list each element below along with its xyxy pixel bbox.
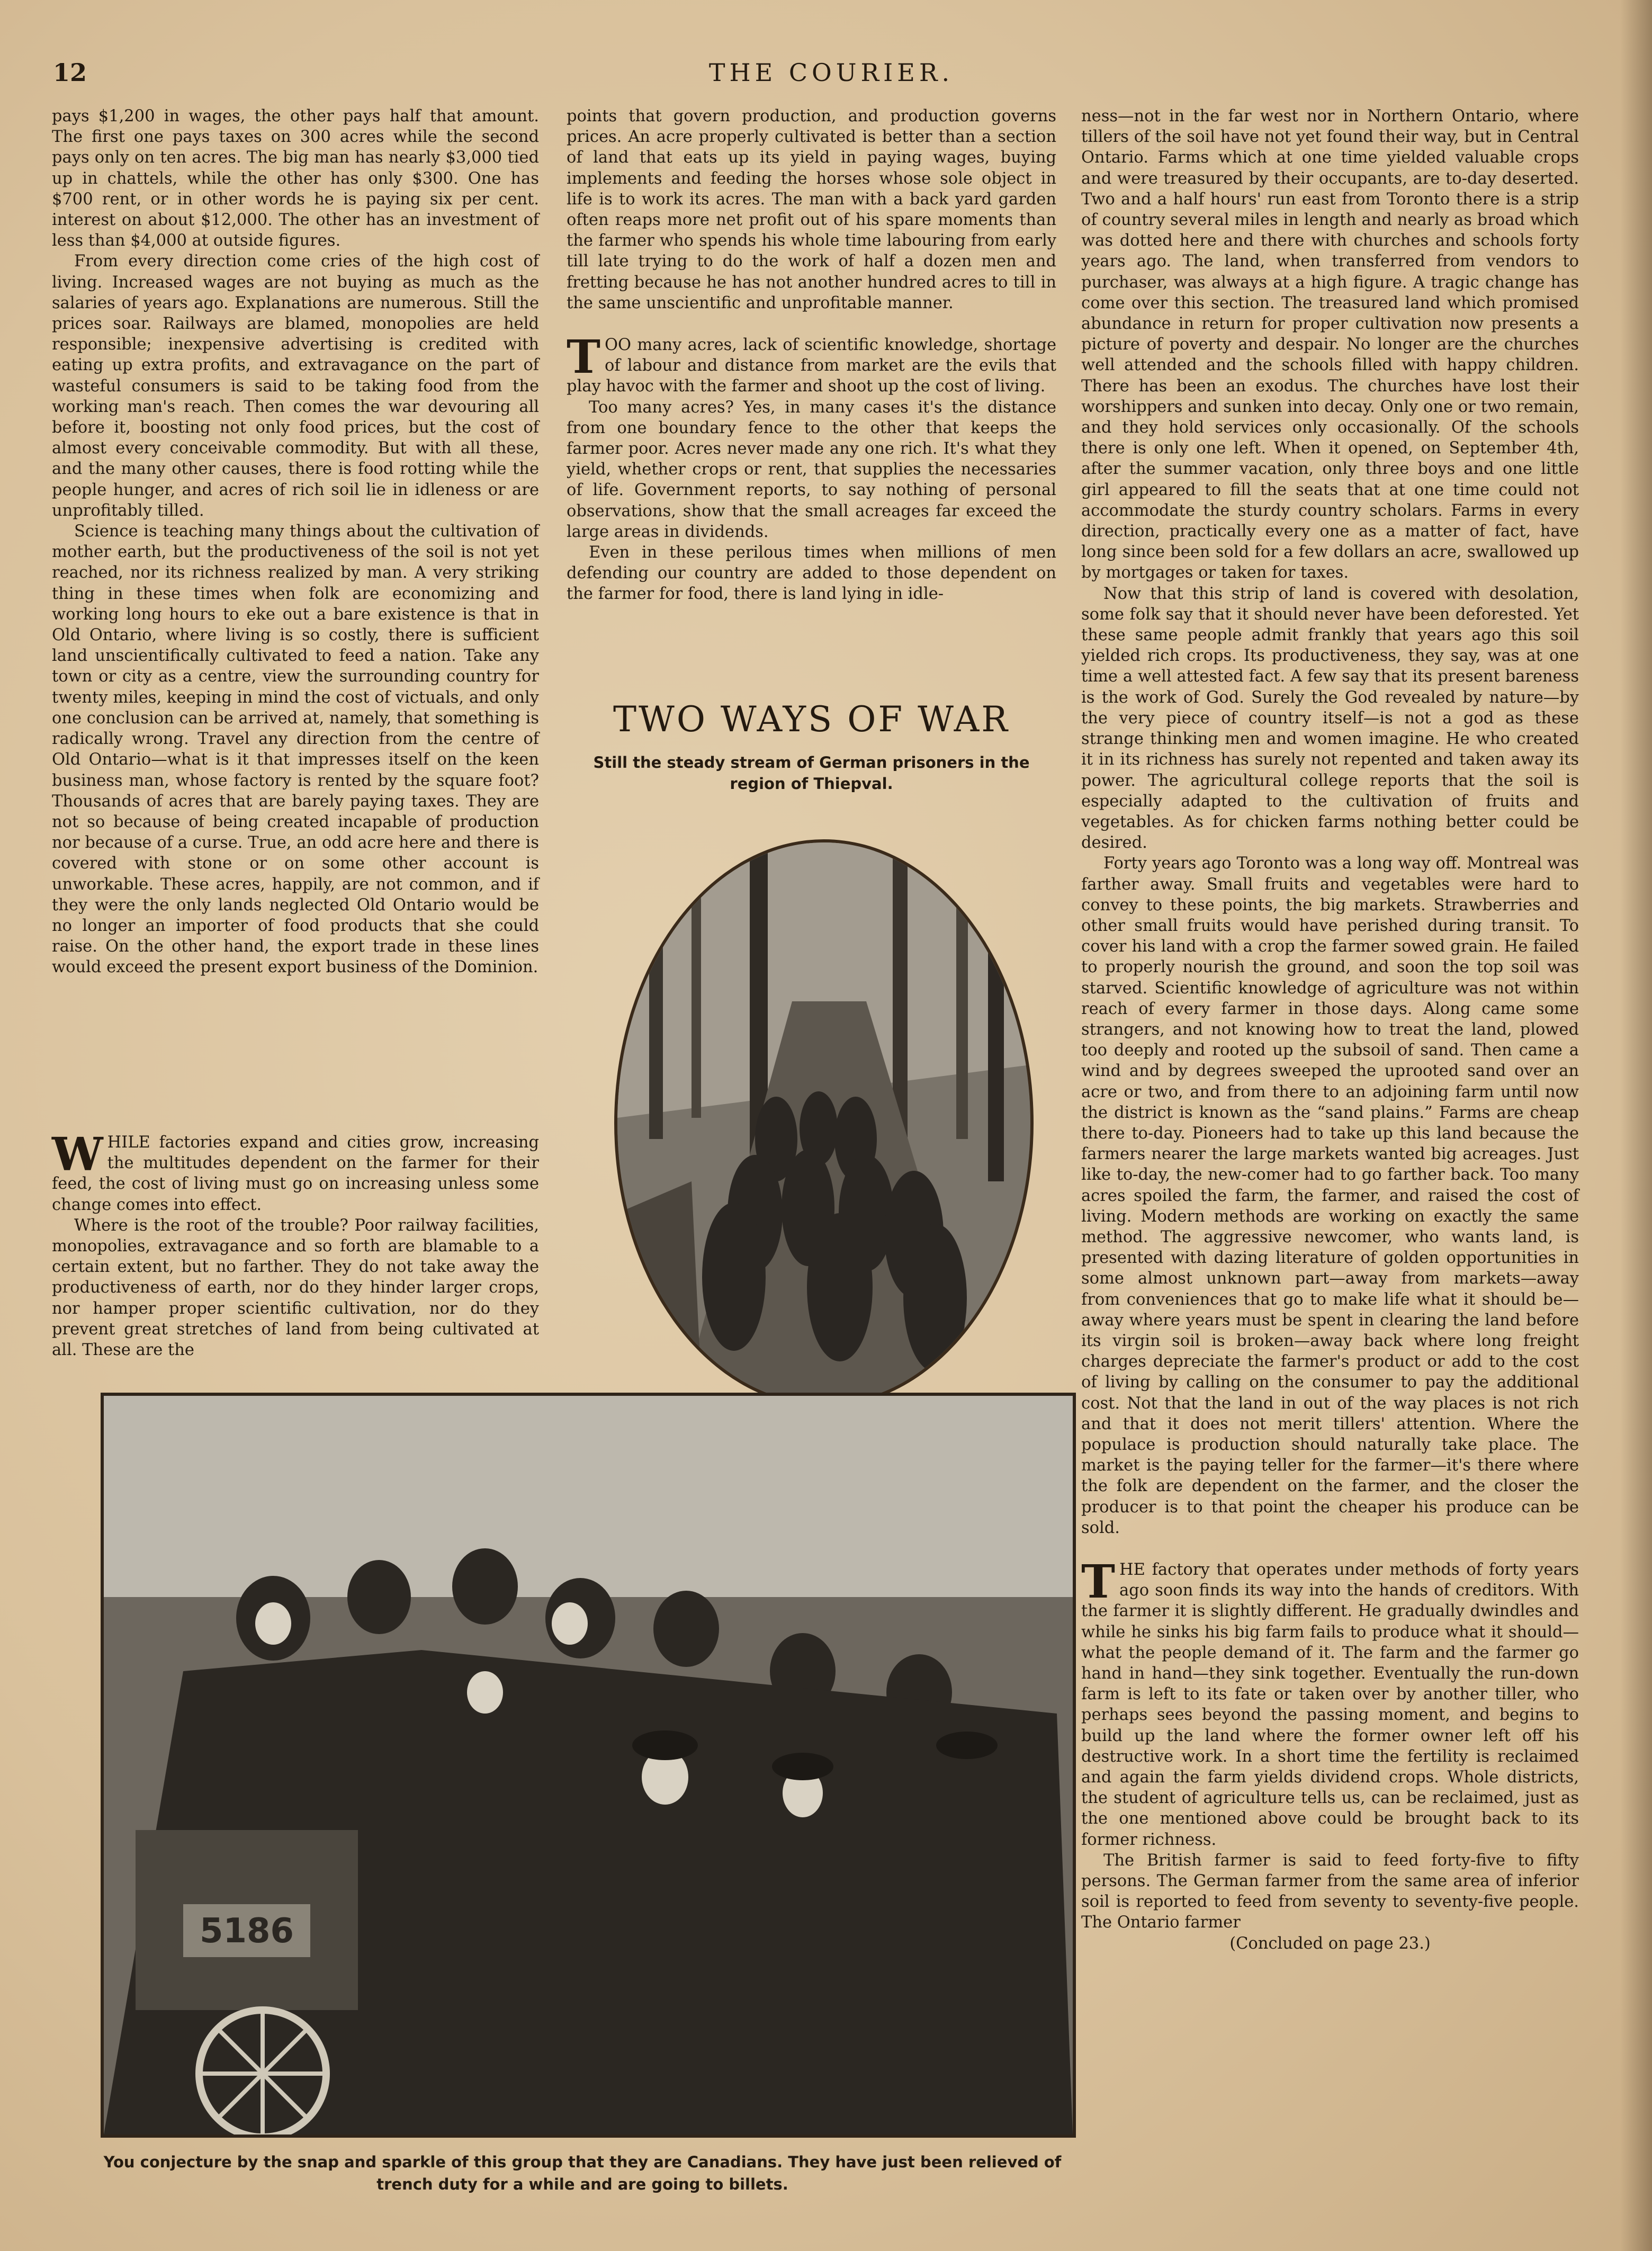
publication-title: THE COURIER. — [708, 58, 954, 87]
paragraph-text: HE factory that operates under methods of forty years ago soon finds its way into the hands of creditors. With the farmer it is slightly different. He gradually dwindles and while he sinks his big farm fails to produce what it should—what the people demand of it. The farm and the farmer go hand in hand—they sink together. Eventually the run-down farm is left to its fate or taken over by another tiller, who perhaps sees beyond the passing moment, and begins to build up the land where the former owner left off his destructive work. In a short time the fertility is reclaimed and again the farm yields dividend crops. Whole districts, the student of agriculture tells us, can be reclaimed, just as the one mentioned above could be brought back to its former richness. — [1081, 1561, 1579, 1849]
paragraph: ness—not in the far west nor in Northern Ontario, where tillers of the soil have not yet found their way, but in Central Ontario. Farms which at one time yielded valuable crops and were treasured by their occupants, are to-day deserted. Two and a half hours' run east from Toronto there is a strip of country several miles in length and nearly as broad which was dotted here and there with churches and schools forty years ago. The land, when transferred from vendors to purchaser, was always at a high figure. A tragic change has come over this section. The treasured land which promised abundance in return for proper cultivation now presents a picture of poverty and despair. No longer are the churches well attended and the schools filled with happy children. There has been an exodus. The churches have lost their worshippers and sunken into decay. Only one or two remain, and they hold services only occasionally. Of the schools there is only one left. When it opened, on September 4th, after the summer vacation, only three boys and one little girl appeared to fill the seats that at one time could not accommodate the sturdy country scholars. Farms in every direction, practically every one as a matter of fact, have long since been sold for a few dollars an acre, swallowed up by mortgages or taken for taxes. — [1081, 107, 1579, 582]
paragraph-text: HILE factories expand and cities grow, increasing the multitudes dependent on the farmer for their feed, the cost of living must go on increasing unless some change comes into effect. — [52, 1133, 539, 1214]
column-3 — [1081, 106, 1579, 1954]
page-number: 12 — [53, 58, 87, 87]
paragraph: Science is teaching many things about the cultivation of mother earth, but the productiveness of the soil is not yet reached, nor its richness realized by man. A very striking thing in these times when folk are economizing and working long hours to eke out a bare existence is that in Old Ontario, where living is so costly, there is sufficient land unscientifically cultivated to feed a nation. Take any town or city as a centre, view the surrounding country for twenty miles, keeping in mind the cost of victuals, and only one conclusion can be arrived at, namely, that something is radically wrong. Travel any direction from the centre of Old Ontario—what is it that impresses itself on the keen business man, whose factory is rented by the square foot? Thousands of acres that are barely paying taxes. They are not so because of being created incapable of production nor because of a curse. True, an odd acre here and there is covered with stone or on some other account is unworkable. These acres, happily, are not common, and if they were the only lands neglected Old Ontario would be no longer an importer of food products that she could raise. On the other hand, the export trade in these lines would exceed the present export business of the Dominion. — [52, 522, 539, 977]
continuation-note: (Concluded on page 23.) — [1229, 1934, 1431, 1953]
canadian-soldiers-photo — [101, 1393, 1076, 2138]
column-1 — [52, 106, 539, 978]
column-1-section — [52, 1128, 539, 1360]
page-gutter-shadow — [1620, 0, 1652, 2251]
drop-cap: T — [1081, 1555, 1115, 1609]
page-header — [0, 58, 1652, 95]
paragraph: The British farmer is said to feed forty-five to fifty persons. The German farmer from the same area of inferior soil is reported to feed from seventy to seventy-five people. The Ontario farmer — [1081, 1851, 1579, 1932]
paragraph: Even in these perilous times when millions of men defending our country are added to those dependent on the farmer for food, there is land lying in idle- — [567, 543, 1056, 604]
paragraph — [52, 1128, 539, 1215]
truck-license-plate: 5186 — [199, 1912, 294, 1951]
paragraph — [567, 330, 1056, 397]
soldiers-photo-caption: You conjecture by the snap and sparkle of this group that they are Canadians. They have just been relieved of trench duty for a while and are going to billets. — [103, 2153, 1062, 2193]
paragraph: points that govern production, and production governs prices. An acre properly cultivated is better than a section of land that eats up its yield in paying wages, buying implements and feeding the horses whose sole object in life is to work its acres. The man with a back yard garden often reaps more net profit out of his spare moments than the farmer who spends his whole time labouring from early till late trying to do the work of half a dozen men and fretting because he has not another hundred acres to till in the same unscientific and unprofitable manner. — [567, 107, 1056, 312]
canadian-soldiers-photo-image — [104, 1396, 1073, 2135]
drop-cap: T — [567, 330, 600, 384]
paragraph-text: OO many acres, lack of scientific knowledge, shortage of labour and distance from market are the evils that play havoc with the farmer and shoot up the cost of living. — [567, 336, 1056, 396]
paragraph: Where is the root of the trouble? Poor railway facilities, monopolies, extravagance and so forth are blamable to a certain extent, but no farther. They do not take away the productiveness of earth, nor do they hinder larger crops, nor hamper proper scientific cultivation, nor do they prevent great stretches of land from being cultivated at all. These are the — [52, 1216, 539, 1360]
prisoners-photo-image — [617, 842, 1030, 1404]
column-2 — [567, 106, 1056, 605]
paragraph: Too many acres? Yes, in many cases it's the distance from one boundary fence to the other that keeps the farmer poor. Acres never made any one rich. It's what they yield, whether crops or rent, that supplies the necessaries of life. Government reports, to say nothing of personal observations, show that the small acreages far exceed the large areas in dividends. — [567, 398, 1056, 541]
photo-feature-title: TWO WAYS OF WAR — [613, 699, 1010, 740]
paragraph: Forty years ago Toronto was a long way off. Montreal was farther away. Small fruits and vegetables were hard to convey to these points, the big markets. Strawberries and other small fruits would have perished during transit. To cover his land with a crop the farmer sowed grain. He failed to properly nourish the ground, and soon the top soil was starved. Scientific knowledge of agriculture was not within reach of every farmer in those days. Along came some strangers, and not knowing how to treat the land, plowed too deeply and rooted up the subsoil of sand. Then came a wind and by degrees sweeped the uprooted sand over an acre or two, and from there to an adjoining farm until now the district is known as the “sand plains.” Farms are cheap there to-day. Pioneers had to take up this land because the farmers nearer the large markets wanted big acreages. Just like to-day, the new-comer had to go farther back. Too many acres spoiled the farm, the farmer, and raised the cost of living. Modern methods are working on exactly the same method. The aggressive newcomer, who wants land, is presented with dazing literature of golden opportunities in some almost unknown part—away from markets—away from conveniences that go to make life what it should be—away where years must be spent in clearing the land before its virgin soil is broken—away back where long freight charges depreciate the farmer's product or add to the cost of living by calling on the consumer to pay the additional cost. Not that the land in out of the way places is not rich and that it does not merit tillers' attention. Where the populace is production should naturally take place. The market is the paying teller for the farmer—it's there where the folk are dependent on the farmer, and the closer the producer is to that point the cheaper his produce can be sold. — [1081, 854, 1579, 1537]
oval-photo-caption: Still the steady stream of German prisoners in the region of Thiepval. — [593, 754, 1030, 793]
prisoners-photo — [614, 839, 1034, 1407]
paragraph: Now that this strip of land is covered with desolation, some folk say that it should never have been deforested. Yet these same people admit frankly that years ago this soil yielded rich crops. Its productiveness, they say, was at one time a well attested fact. A few say that its present bareness is the work of God. Surely the God revealed by nature—by the very piece of country itself—is not a god as these strange thinking men and women imagine. He who created it in its richness has surely not repented and taken away its power. The agricultural college reports that the soil is especially adapted to the cultivation of fruits and vegetables. As for chicken farms nothing better could be desired. — [1081, 584, 1579, 853]
paragraph: From every direction come cries of the high cost of living. Increased wages are not buying as much as the salaries of years ago. Explanations are numerous. Still the prices soar. Railways are blamed, monopolies are held responsible; inexpensive advertising is credited with eating up extra profits, and extravagance on the part of wasteful consumers is said to be taking food from the working man's reach. Then comes the war devouring all before it, boosting not only food prices, but the cost of almost every conceivable commodity. But with all these, and the many other causes, there is food rotting while the people hunger, and acres of rich soil lie in idleness or are unprofitably tilled. — [52, 252, 539, 520]
paragraph: pays $1,200 in wages, the other pays half that amount. The first one pays taxes on 300 acres while the second pays only on ten acres. The big man has nearly $3,000 tied up in chattels, while the other has only $300. One has $700 rent, or in other words he is paying six per cent. interest on about $12,000. The other has an investment of less than $4,000 at outside figures. — [52, 107, 539, 250]
drop-cap: W — [52, 1128, 103, 1181]
paragraph — [1081, 1555, 1579, 1850]
